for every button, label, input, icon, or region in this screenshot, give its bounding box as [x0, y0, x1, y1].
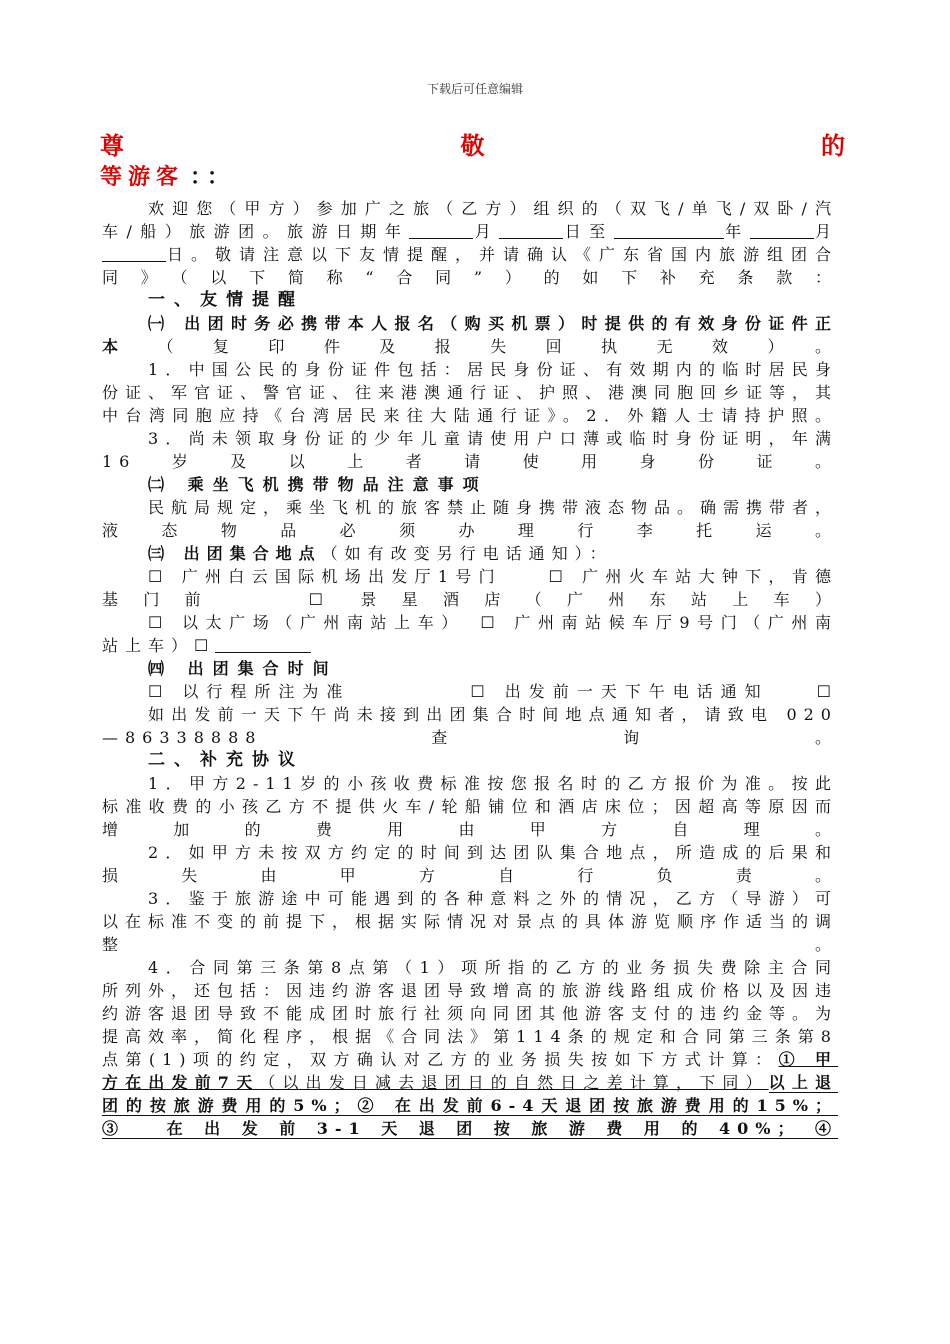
greeting-subtitle — [100, 160, 235, 191]
item3-heading: ㈢ 出团集合地点 — [148, 544, 322, 563]
date-year-label: 年 — [384, 222, 410, 241]
section2-heading: 二、补充协议 — [148, 750, 304, 770]
header-note: 下载后可任意编辑 — [426, 82, 523, 96]
greeting-char: 尊 — [100, 131, 124, 160]
blank-month — [409, 222, 473, 239]
section1-heading: 一、友情提醒 — [148, 290, 304, 310]
item1-rest-text: （复印件及报失回执无效）。 — [157, 337, 838, 356]
item3-note: （如有改变另行电话通知）： — [321, 544, 613, 563]
greeting-title — [100, 126, 845, 161]
section1-item1-p3: 3．尚未领取身份证的少年儿童请使用户口薄或临时身份证明，年满16岁及以上者请使用身份证。 — [102, 429, 838, 471]
section1-item3-line2 — [102, 611, 838, 657]
blank-location — [215, 636, 311, 653]
item1-bold-text: ㈠ 出团时务必携带本人报名（购买机票）时提供的有效身份证件正本 — [102, 314, 838, 356]
section1-item1-p1: 1．中国公民的身份证件包括：居民身份证、有效期内的临时居民身份证、军官证、警官证、往来港澳通行证、护照、港澳同胞回乡证等，其中台湾同胞应持《台湾居民来往大陆通行证》。2．外籍人士请持护照。 — [102, 360, 839, 425]
item3-line2-text: ☐ 以太广场（广州南站上车） ☐ 广州南站候车厅9号门（广州南站上车）☐ — [102, 613, 838, 655]
p4-text-c: （以出发日减去退团日的自然日之差计算，下同） — [259, 1073, 769, 1092]
p4-text-d: 以上退团的按旅游费用的5%；② 在出发前6-4天退团按旅游费用的15%；③ 在出发前3-1天退团按旅游费用的40%；④ — [102, 1073, 838, 1138]
blank-month2 — [750, 222, 814, 239]
greeting-char: 的 — [821, 131, 845, 160]
section1-item3-line1: ☐ 广州白云国际机场出发厅1号门 ☐ 广州火车站大钟下，肯德基门前 ☐ 景星酒店（广州东站上车） — [102, 567, 838, 609]
greeting-char: 敬 — [460, 131, 485, 160]
blank-year2 — [614, 222, 724, 239]
date-day-label: 日至 — [563, 222, 614, 241]
section1-item2-heading: ㈡ 乘坐飞机携带物品注意事项 — [148, 475, 488, 494]
section1-item4-note: 如出发前一天下午尚未接到出团集合时间地点通知者，请致电 020—86338888查询。 — [102, 705, 838, 747]
date-year2-label: 年 — [723, 222, 750, 241]
blank-day2 — [102, 245, 166, 262]
section1-item3 — [102, 542, 838, 565]
date-day2-label: 日。敬请注意以下友情提醒，并请确认《广东省国内旅游组团合同》（以下简称“合同”）的如下补充条款： — [102, 245, 838, 287]
section1-item4-heading: ㈣ 出团集合时间 — [148, 659, 338, 678]
greeting-subtitle-text: 等游客 — [100, 164, 185, 190]
section2-p1: 1．甲方2-11岁的小孩收费标准按您报名时的乙方报价为准。按此标准收费的小孩乙方不提供火车/轮船铺位和酒店床位；因超高等原因而增加的费用由甲方自理。 — [102, 774, 838, 839]
section1-item2-text: 民航局规定，乘坐飞机的旅客禁止随身携带液态物品。确需携带者，液态物品必须办理行李托运。 — [102, 498, 839, 540]
intro-text: 欢迎您（甲方）参加广之旅（乙方）组织的（双飞/单飞/双卧/汽车/船）旅游团。旅游日期 — [102, 199, 838, 241]
section2-p2: 2．如甲方未按双方约定的时间到达团队集合地点，所造成的后果和损失由甲方自行负责。 — [102, 843, 838, 885]
p4-text-a: 4．合同第三条第8点第（1）项所指的乙方的业务损失费除主合同所列外，还包括：因违约游客退团导致增高的旅游线路组成价格以及因违约游客退团导致不能成团时旅行社须向同团其他游客支付的违约金等。为提高效率，简化程序，根据《合同法》第114条的规定和合同第三条第8点第(1)项的约定，双方确认对乙方的业务损失按如下方式计算： — [102, 958, 839, 1069]
intro-paragraph — [102, 197, 838, 289]
blank-day — [499, 222, 563, 239]
greeting-colons: ：： — [190, 164, 236, 190]
document-body — [102, 197, 838, 1140]
section1-item1 — [102, 312, 838, 358]
p4-text-b: ① 甲方在出发前7天 — [102, 1050, 838, 1092]
section2-p4 — [102, 956, 838, 1140]
section2-p3: 3．鉴于旅游途中可能遇到的各种意料之外的情况，乙方（导游）可以在标准不变的前提下，根据实际情况对景点的具体游览顺序作适当的调整。 — [102, 889, 839, 954]
date-month-label: 月 — [473, 222, 500, 241]
section1-item4-line1: ☐ 以行程所注为准 ☐ 出发前一天下午电话通知 ☐ — [148, 682, 838, 701]
date-month2-label: 月 — [813, 222, 838, 241]
